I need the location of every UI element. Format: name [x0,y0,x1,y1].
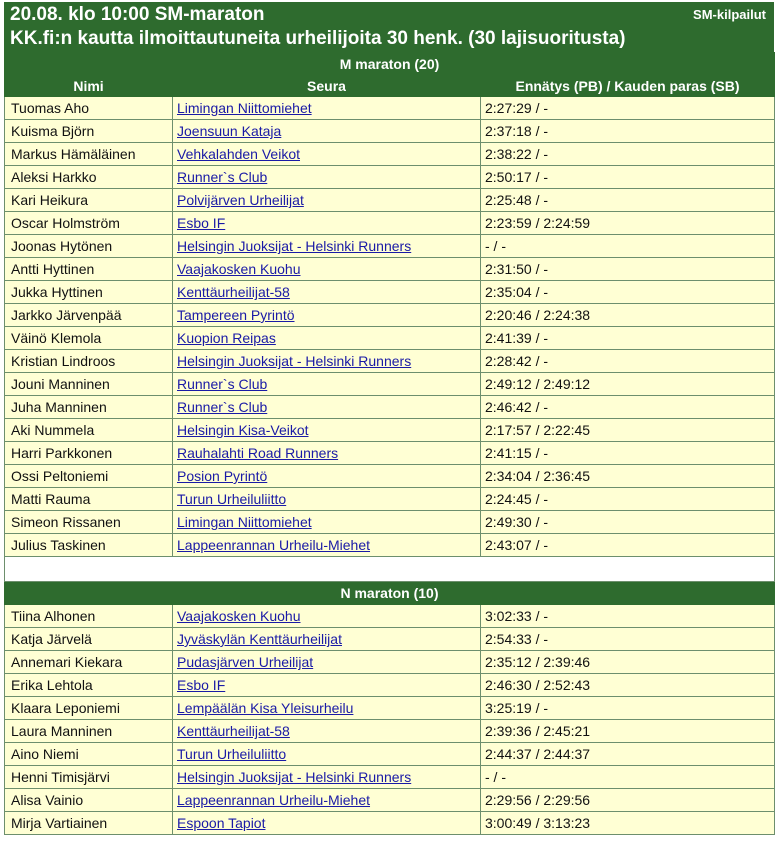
club-cell [173,812,481,835]
athlete-name: Aleksi Harkko [5,166,173,189]
club-cell [173,258,481,281]
table-row [5,396,775,419]
athlete-name: Aino Niemi [5,743,173,766]
athlete-name: Jouni Manninen [5,373,173,396]
athlete-name: Ossi Peltoniemi [5,465,173,488]
competition-type-label: SM-kilpailut [693,7,766,22]
club-link[interactable]: Limingan Niittomiehet [177,100,312,116]
club-cell [173,511,481,534]
page-header [4,2,774,52]
athlete-name: Juha Manninen [5,396,173,419]
club-cell [173,166,481,189]
athlete-result: 2:41:39 / - [481,327,775,350]
athlete-name: Oscar Holmström [5,212,173,235]
table-row [5,743,775,766]
section-spacer [5,557,775,582]
club-link[interactable]: Esbo IF [177,215,226,231]
club-link[interactable]: Helsingin Kisa-Veikot [177,422,309,438]
athlete-result: 2:44:37 / 2:44:37 [481,743,775,766]
athlete-result: 2:49:12 / 2:49:12 [481,373,775,396]
club-link[interactable]: Turun Urheiluliitto [177,491,287,507]
club-cell [173,697,481,720]
table-row [5,534,775,557]
club-link[interactable]: Runner`s Club [177,376,268,392]
athlete-name: Tuomas Aho [5,97,173,120]
club-cell [173,350,481,373]
table-row [5,605,775,628]
athlete-result: 2:27:29 / - [481,97,775,120]
club-link[interactable]: Helsingin Juoksijat - Helsinki Runners [177,238,412,254]
athlete-name: Henni Timisjärvi [5,766,173,789]
athlete-name: Mirja Vartiainen [5,812,173,835]
athlete-result: 2:35:04 / - [481,281,775,304]
club-cell [173,189,481,212]
athlete-name: Annemari Kiekara [5,651,173,674]
club-cell [173,396,481,419]
club-cell [173,720,481,743]
table-row [5,304,775,327]
club-link[interactable]: Posion Pyrintö [177,468,268,484]
athlete-result: - / - [481,235,775,258]
athlete-result: - / - [481,766,775,789]
table-row [5,465,775,488]
club-cell [173,789,481,812]
club-link[interactable]: Vaajakosken Kuohu [177,608,301,624]
athlete-result: 2:50:17 / - [481,166,775,189]
athlete-name: Tiina Alhonen [5,605,173,628]
section-title: M maraton (20) [5,53,775,76]
athlete-result: 2:31:50 / - [481,258,775,281]
table-row [5,488,775,511]
athlete-name: Jukka Hyttinen [5,281,173,304]
athlete-result: 2:17:57 / 2:22:45 [481,419,775,442]
athlete-result: 2:39:36 / 2:45:21 [481,720,775,743]
club-link[interactable]: Tampereen Pyrintö [177,307,295,323]
club-cell [173,651,481,674]
club-cell [173,212,481,235]
athlete-result: 3:00:49 / 3:13:23 [481,812,775,835]
event-title: 20.08. klo 10:00 SM-maraton [10,4,265,25]
athlete-result: 2:49:30 / - [481,511,775,534]
club-cell [173,373,481,396]
athlete-name: Kari Heikura [5,189,173,212]
club-link[interactable]: Turun Urheiluliitto [177,746,287,762]
club-link[interactable]: Lappeenrannan Urheilu-Miehet [177,792,371,808]
club-link[interactable]: Lempäälän Kisa Yleisurheilu [177,700,354,716]
club-link[interactable]: Limingan Niittomiehet [177,514,312,530]
athlete-name: Alisa Vainio [5,789,173,812]
registration-summary: KK.fi:n kautta ilmoittautuneita urheilijoita 30 henk. (30 lajisuoritusta) [10,28,626,49]
athlete-result: 2:54:33 / - [481,628,775,651]
section-header [5,582,775,605]
section-header [5,53,775,76]
column-header-name: Nimi [5,76,173,97]
spacer-cell [5,557,775,582]
club-link[interactable]: Lappeenrannan Urheilu-Miehet [177,537,371,553]
club-cell [173,766,481,789]
column-headers [5,76,775,97]
table-row [5,720,775,743]
section-title: N maraton (10) [5,582,775,605]
table-row [5,143,775,166]
club-link[interactable]: Polvijärven Urheilijat [177,192,304,208]
athlete-name: Harri Parkkonen [5,442,173,465]
athlete-name: Julius Taskinen [5,534,173,557]
athlete-result: 2:20:46 / 2:24:38 [481,304,775,327]
club-link[interactable]: Rauhalahti Road Runners [177,445,339,461]
table-row [5,697,775,720]
club-cell [173,120,481,143]
table-row [5,442,775,465]
athlete-result: 2:38:22 / - [481,143,775,166]
club-cell [173,327,481,350]
athlete-name: Kristian Lindroos [5,350,173,373]
athlete-name: Erika Lehtola [5,674,173,697]
club-link[interactable]: Esbo IF [177,677,226,693]
table-row [5,789,775,812]
athlete-result: 2:46:42 / - [481,396,775,419]
table-row [5,373,775,396]
athlete-name: Väinö Klemola [5,327,173,350]
athlete-result: 2:23:59 / 2:24:59 [481,212,775,235]
club-link[interactable]: Joensuun Kataja [177,123,282,139]
club-link[interactable]: Vehkalahden Veikot [177,146,300,162]
club-link[interactable]: Kenttäurheilijat-58 [177,723,290,739]
table-row [5,281,775,304]
athlete-result: 2:29:56 / 2:29:56 [481,789,775,812]
club-cell [173,465,481,488]
club-link[interactable]: Helsingin Juoksijat - Helsinki Runners [177,769,412,785]
club-cell [173,304,481,327]
table-row [5,419,775,442]
table-row [5,97,775,120]
table-row [5,350,775,373]
table-row [5,189,775,212]
club-link[interactable]: Helsingin Juoksijat - Helsinki Runners [177,353,412,369]
column-header-result: Ennätys (PB) / Kauden paras (SB) [481,76,775,97]
page-container [4,2,774,835]
table-row [5,766,775,789]
club-cell [173,97,481,120]
club-cell [173,143,481,166]
athlete-name: Joonas Hytönen [5,235,173,258]
table-row [5,120,775,143]
club-cell [173,674,481,697]
athlete-result: 2:25:48 / - [481,189,775,212]
table-row [5,511,775,534]
club-link[interactable]: Runner`s Club [177,399,268,415]
athlete-result: 3:25:19 / - [481,697,775,720]
athlete-result: 3:02:33 / - [481,605,775,628]
club-link[interactable]: Espoon Tapiot [177,815,266,831]
athlete-name: Jarkko Järvenpää [5,304,173,327]
table-row [5,166,775,189]
table-row [5,235,775,258]
club-cell [173,743,481,766]
club-link[interactable]: Kenttäurheilijat-58 [177,284,290,300]
athlete-result: 2:37:18 / - [481,120,775,143]
athlete-result: 2:46:30 / 2:52:43 [481,674,775,697]
club-cell [173,442,481,465]
club-cell [173,534,481,557]
column-header-club: Seura [173,76,481,97]
club-cell [173,605,481,628]
athlete-name: Simeon Rissanen [5,511,173,534]
club-cell [173,235,481,258]
athlete-name: Aki Nummela [5,419,173,442]
club-cell [173,628,481,651]
table-row [5,258,775,281]
table-row [5,327,775,350]
club-link[interactable]: Kuopion Reipas [177,330,276,346]
athlete-name: Klaara Leponiemi [5,697,173,720]
table-row [5,212,775,235]
athlete-result: 2:24:45 / - [481,488,775,511]
athlete-name: Markus Hämäläinen [5,143,173,166]
athlete-name: Antti Hyttinen [5,258,173,281]
athlete-result: 2:43:07 / - [481,534,775,557]
club-link[interactable]: Jyväskylän Kenttäurheilijat [177,631,342,647]
athlete-result: 2:34:04 / 2:36:45 [481,465,775,488]
athlete-name: Laura Manninen [5,720,173,743]
athlete-result: 2:28:42 / - [481,350,775,373]
participants-table [4,52,775,835]
table-row [5,812,775,835]
participants-table-body [5,53,775,835]
club-cell [173,419,481,442]
athlete-name: Kuisma Björn [5,120,173,143]
club-link[interactable]: Runner`s Club [177,169,268,185]
athlete-name: Katja Järvelä [5,628,173,651]
athlete-result: 2:41:15 / - [481,442,775,465]
club-cell [173,281,481,304]
club-link[interactable]: Pudasjärven Urheilijat [177,654,314,670]
athlete-name: Matti Rauma [5,488,173,511]
table-row [5,651,775,674]
table-row [5,628,775,651]
athlete-result: 2:35:12 / 2:39:46 [481,651,775,674]
table-row [5,674,775,697]
club-cell [173,488,481,511]
club-link[interactable]: Vaajakosken Kuohu [177,261,301,277]
